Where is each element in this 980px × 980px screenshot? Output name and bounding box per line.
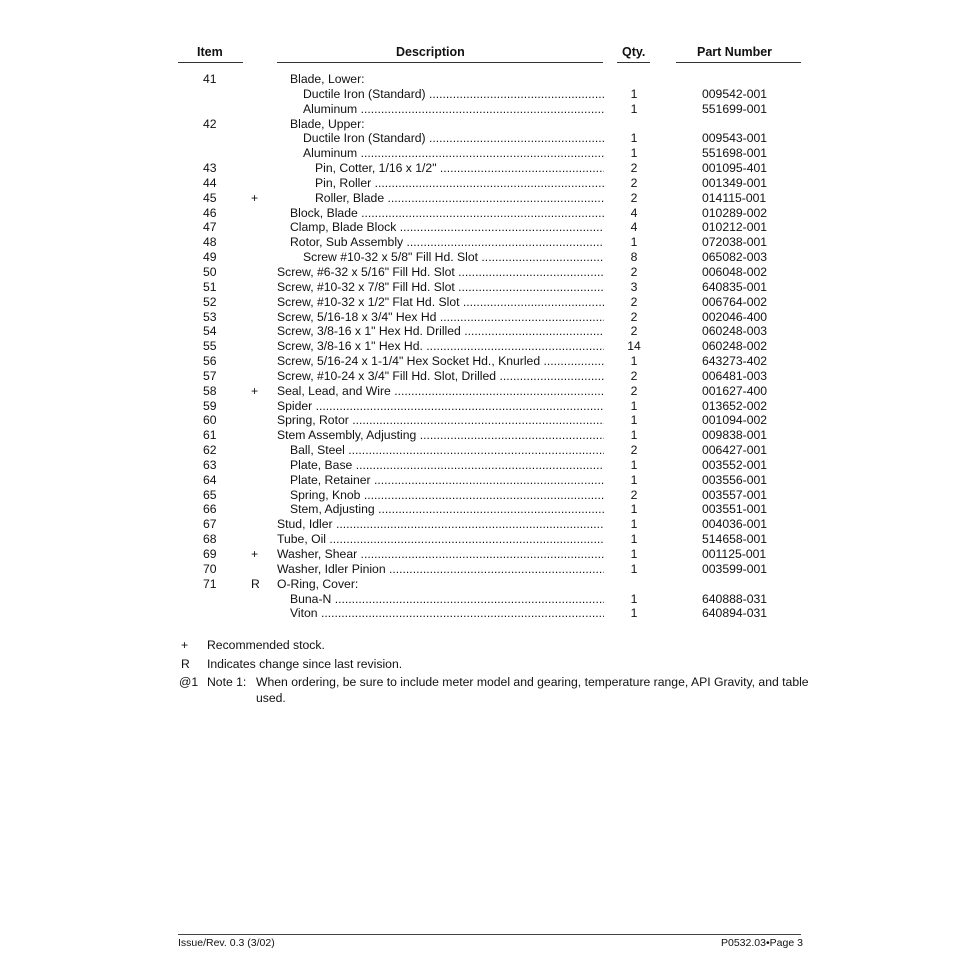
item-part-number: 004036-001 [702,517,768,532]
item-qty: 1 [630,547,638,561]
item-description: Washer, Idler Pinion ..... [277,562,604,576]
table-row [0,295,980,310]
header-rule-item [178,62,243,63]
item-part-number: 003557-001 [702,487,768,502]
footer-page-number: P0532.03•Page 3 [721,937,803,949]
table-row [0,443,980,458]
item-number: 51 [203,279,217,294]
item-description-cell [315,176,604,191]
item-number: 71 [203,576,217,591]
item-qty: 1 [630,235,638,250]
item-description-cell [303,146,604,161]
item-part-number: 001094-002 [702,413,768,428]
item-description: Plate, Base ..... [290,458,604,472]
item-number: 52 [203,294,217,309]
item-qty: 1 [630,413,638,428]
item-number: 66 [203,502,217,517]
note-revision [0,655,980,674]
item-description: Screw, #10-32 x 7/8" Fill Hd. Slot ..... [277,280,604,294]
item-description-cell [277,384,604,399]
item-number: 43 [203,161,217,176]
item-number: 67 [203,517,217,532]
item-description-cell [290,473,604,488]
item-description: Stud, Idler ..... [277,517,604,531]
item-part-number: 640894-031 [702,606,768,621]
table-row [0,176,980,191]
parts-list [0,72,980,621]
table-row [0,235,980,250]
table-row [0,399,980,414]
item-description: Screw, 3/8-16 x 1" Hex Hd. ..... [277,339,604,353]
item-part-number: 001125-001 [702,547,767,561]
item-qty: 2 [630,175,638,190]
header-description: Description [396,45,465,59]
notes-section [0,636,980,707]
item-description-cell [315,161,604,176]
item-number: 58 [203,383,217,398]
item-description: Aluminum ..... [303,146,604,160]
item-part-number: 643273-402 [702,354,768,369]
item-description-cell [277,339,604,354]
note-symbol: @1 [179,675,199,689]
item-part-number: 006048-002 [702,264,768,279]
item-description: Pin, Cotter, 1/16 x 1/2" ..... [315,161,604,175]
item-qty: 2 [630,309,638,324]
item-part-number: 003551-001 [702,502,768,517]
item-description: Screw, #6-32 x 5/16" Fill Hd. Slot ..... [277,265,604,279]
item-qty: 14 [627,339,641,354]
header-item: Item [197,45,223,59]
item-number: 42 [203,116,217,131]
item-description-cell [277,399,604,414]
item-qty: 2 [630,368,638,383]
header-part-number: Part Number [697,45,773,59]
table-row [0,532,980,547]
item-part-number: 013652-002 [702,398,768,413]
item-number: 59 [203,398,217,413]
table-row [0,339,980,354]
item-number: 56 [203,354,217,369]
item-number: 41 [203,72,217,86]
item-description: Screw, 5/16-24 x 1-1/4" Hex Socket Hd., Knurled ..... [277,354,604,368]
item-qty: 1 [630,591,638,606]
item-qty: 1 [630,146,638,161]
item-description-cell [277,428,604,443]
item-number: 53 [203,309,217,324]
item-description-cell [290,502,604,517]
item-description-cell [290,206,604,221]
item-qty: 1 [630,101,638,116]
item-part-number: 060248-002 [702,339,768,354]
item-part-number: 001095-401 [702,161,768,176]
table-row [0,488,980,503]
table-row [0,413,980,428]
table-row [0,280,980,295]
note-symbol: + [181,638,189,652]
table-row [0,369,980,384]
item-part-number: 010289-002 [702,205,768,220]
item-description: Block, Blade ..... [290,206,604,220]
item-description-cell [290,117,604,132]
table-row [0,206,980,221]
table-row [0,354,980,369]
item-number: 62 [203,443,217,458]
item-number: 55 [203,339,217,354]
item-number: 54 [203,324,217,339]
item-description-cell [277,577,604,592]
item-qty: 1 [630,532,638,547]
item-qty: 2 [630,294,638,309]
item-description-cell [290,220,604,235]
item-qty: 1 [630,561,638,576]
item-qty: 1 [630,398,638,413]
item-description-cell [277,517,604,532]
item-description: Spring, Knob ..... [290,488,604,502]
item-description: Washer, Shear ..... [277,547,604,561]
item-description: Aluminum ..... [303,102,604,116]
item-number: 57 [203,368,217,383]
item-description-cell [303,131,604,146]
item-qty: 1 [630,517,638,532]
item-part-number: 514658-001 [702,532,768,547]
item-description-cell [277,265,604,280]
item-number: 48 [203,235,217,250]
item-description-cell [303,102,604,117]
header-rule-qty [617,62,650,63]
item-number: 49 [203,250,217,265]
item-number: 45 [203,190,217,205]
header-rule-part [676,62,801,63]
note-ordering-continued [0,689,980,708]
item-number: 44 [203,175,217,190]
note-text: Indicates change since last revision. [207,656,403,671]
item-description-cell [303,87,604,102]
item-part-number: 003599-001 [702,561,768,576]
item-part-number: 072038-001 [702,235,768,250]
item-description: Blade, Upper: [290,116,365,131]
item-description-cell [290,592,604,607]
header-rule-description [277,62,603,63]
item-description: Spring, Rotor ..... [277,413,604,427]
item-description: Screw, #10-24 x 3/4" Fill Hd. Slot, Drilled ..... [277,369,604,383]
note-symbol: R [181,656,190,671]
item-description: Screw #10-32 x 5/8" Fill Hd. Slot ..... [303,250,604,264]
item-description-cell [290,606,604,621]
item-description: O-Ring, Cover: [277,576,359,591]
item-description-cell [277,562,604,577]
item-qty: 2 [630,324,638,339]
item-description: Blade, Lower: [290,72,365,86]
item-description-cell [277,369,604,384]
item-description-cell [277,295,604,310]
item-description-cell [277,547,604,562]
item-qty: 2 [630,264,638,279]
item-part-number: 009838-001 [702,428,768,443]
item-part-number: 065082-003 [702,250,768,265]
table-row [0,458,980,473]
item-qty: 1 [630,502,638,517]
table-row [0,324,980,339]
item-description: Viton ..... [290,606,604,620]
table-row [0,428,980,443]
table-row [0,146,980,161]
item-description: Ductile Iron (Standard) ..... [303,87,604,101]
item-description: Buna-N ..... [290,592,604,606]
item-number: 63 [203,457,217,472]
item-number: 65 [203,487,217,502]
item-description-cell [277,310,604,325]
item-part-number: 006427-001 [702,443,768,458]
table-row [0,131,980,146]
item-part-number: 003556-001 [702,472,768,487]
item-part-number: 009543-001 [702,131,768,146]
table-row [0,265,980,280]
table-row [0,250,980,265]
header-qty: Qty. [622,45,646,59]
item-qty: 1 [630,457,638,472]
note-text-continued: used. [256,690,286,705]
item-description-cell [290,458,604,473]
table-row [0,384,980,399]
item-qty: 2 [630,190,638,205]
item-part-number: 006481-003 [702,368,768,383]
item-description-cell [290,72,604,87]
item-description-cell [277,413,604,428]
item-part-number: 551699-001 [702,101,768,116]
item-description: Ball, Steel ..... [290,443,604,457]
item-description: Pin, Roller ..... [315,176,604,190]
item-part-number: 014115-001 [702,190,767,205]
table-row [0,117,980,132]
item-description: Rotor, Sub Assembly ..... [290,235,604,249]
item-description: Stem, Adjusting ..... [290,502,604,516]
item-description: Ductile Iron (Standard) ..... [303,131,604,145]
item-description-cell [277,354,604,369]
table-row [0,562,980,577]
item-qty: 2 [630,487,638,502]
item-qty: 2 [630,161,638,176]
table-row [0,577,980,592]
item-number: 50 [203,264,217,279]
item-description: Screw, 5/16-18 x 3/4" Hex Hd ..... [277,310,604,324]
item-description: Clamp, Blade Block ..... [290,220,604,234]
item-qty: 1 [630,472,638,487]
table-row [0,161,980,176]
item-qty: 1 [630,131,638,146]
item-part-number: 640835-001 [702,279,768,294]
table-row [0,191,980,206]
item-number: 47 [203,220,217,235]
item-part-number: 010212-001 [702,220,768,235]
note-text: When ordering, be sure to include meter model and gearing, temperature range, API Gravity, and table [256,675,809,689]
item-part-number: 001627-400 [702,383,768,398]
item-qty: 4 [630,220,638,235]
table-row [0,310,980,325]
item-description-cell [277,532,604,547]
item-number: 61 [203,428,217,443]
table-row [0,547,980,562]
item-qty: 3 [630,279,638,294]
item-number: 64 [203,472,217,487]
item-number: 60 [203,413,217,428]
table-row [0,592,980,607]
footer-revision: Issue/Rev. 0.3 (3/02) [178,937,275,949]
item-part-number: 003552-001 [702,457,768,472]
item-qty: 2 [630,383,638,398]
item-mark: + [251,383,259,398]
item-qty: 1 [630,606,638,621]
item-mark: + [251,190,259,205]
item-part-number: 640888-031 [702,591,768,606]
item-description-cell [303,250,604,265]
table-row [0,102,980,117]
item-description: Plate, Retainer ..... [290,473,604,487]
note-label: Note 1: [207,675,247,689]
footer-rule [178,934,801,935]
item-description-cell [277,280,604,295]
item-qty: 8 [630,250,638,265]
item-qty: 1 [630,86,638,101]
item-part-number: 551698-001 [702,146,768,161]
item-description-cell [277,324,604,339]
table-row [0,606,980,621]
note-recommended [0,636,980,655]
item-description: Screw, #10-32 x 1/2" Flat Hd. Slot ..... [277,295,604,309]
item-part-number: 002046-400 [702,309,768,324]
item-number: 69 [203,547,217,561]
item-description-cell [290,443,604,458]
table-row [0,502,980,517]
item-qty: 1 [630,354,638,369]
item-description: Seal, Lead, and Wire ..... [277,384,604,398]
item-description: Roller, Blade ..... [315,191,604,205]
item-part-number: 009542-001 [702,86,768,101]
item-description-cell [290,235,604,250]
note-text: Recommended stock. [207,638,325,652]
item-part-number: 006764-002 [702,294,768,309]
item-mark: R [251,576,260,591]
table-row [0,517,980,532]
item-number: 70 [203,561,217,576]
item-description: Tube, Oil ..... [277,532,604,546]
item-description-cell [315,191,604,206]
table-row [0,72,980,87]
table-row [0,87,980,102]
item-qty: 1 [630,428,638,443]
item-description-cell [290,488,604,503]
item-number: 46 [203,205,217,220]
item-description: Spider ..... [277,399,604,413]
item-number: 68 [203,532,217,547]
item-part-number: 060248-003 [702,324,768,339]
item-qty: 2 [630,443,638,458]
item-mark: + [251,547,259,561]
item-part-number: 001349-001 [702,175,768,190]
table-row [0,220,980,235]
item-qty: 4 [630,205,638,220]
item-description: Stem Assembly, Adjusting ..... [277,428,604,442]
item-description: Screw, 3/8-16 x 1" Hex Hd. Drilled ..... [277,324,604,338]
table-row [0,473,980,488]
